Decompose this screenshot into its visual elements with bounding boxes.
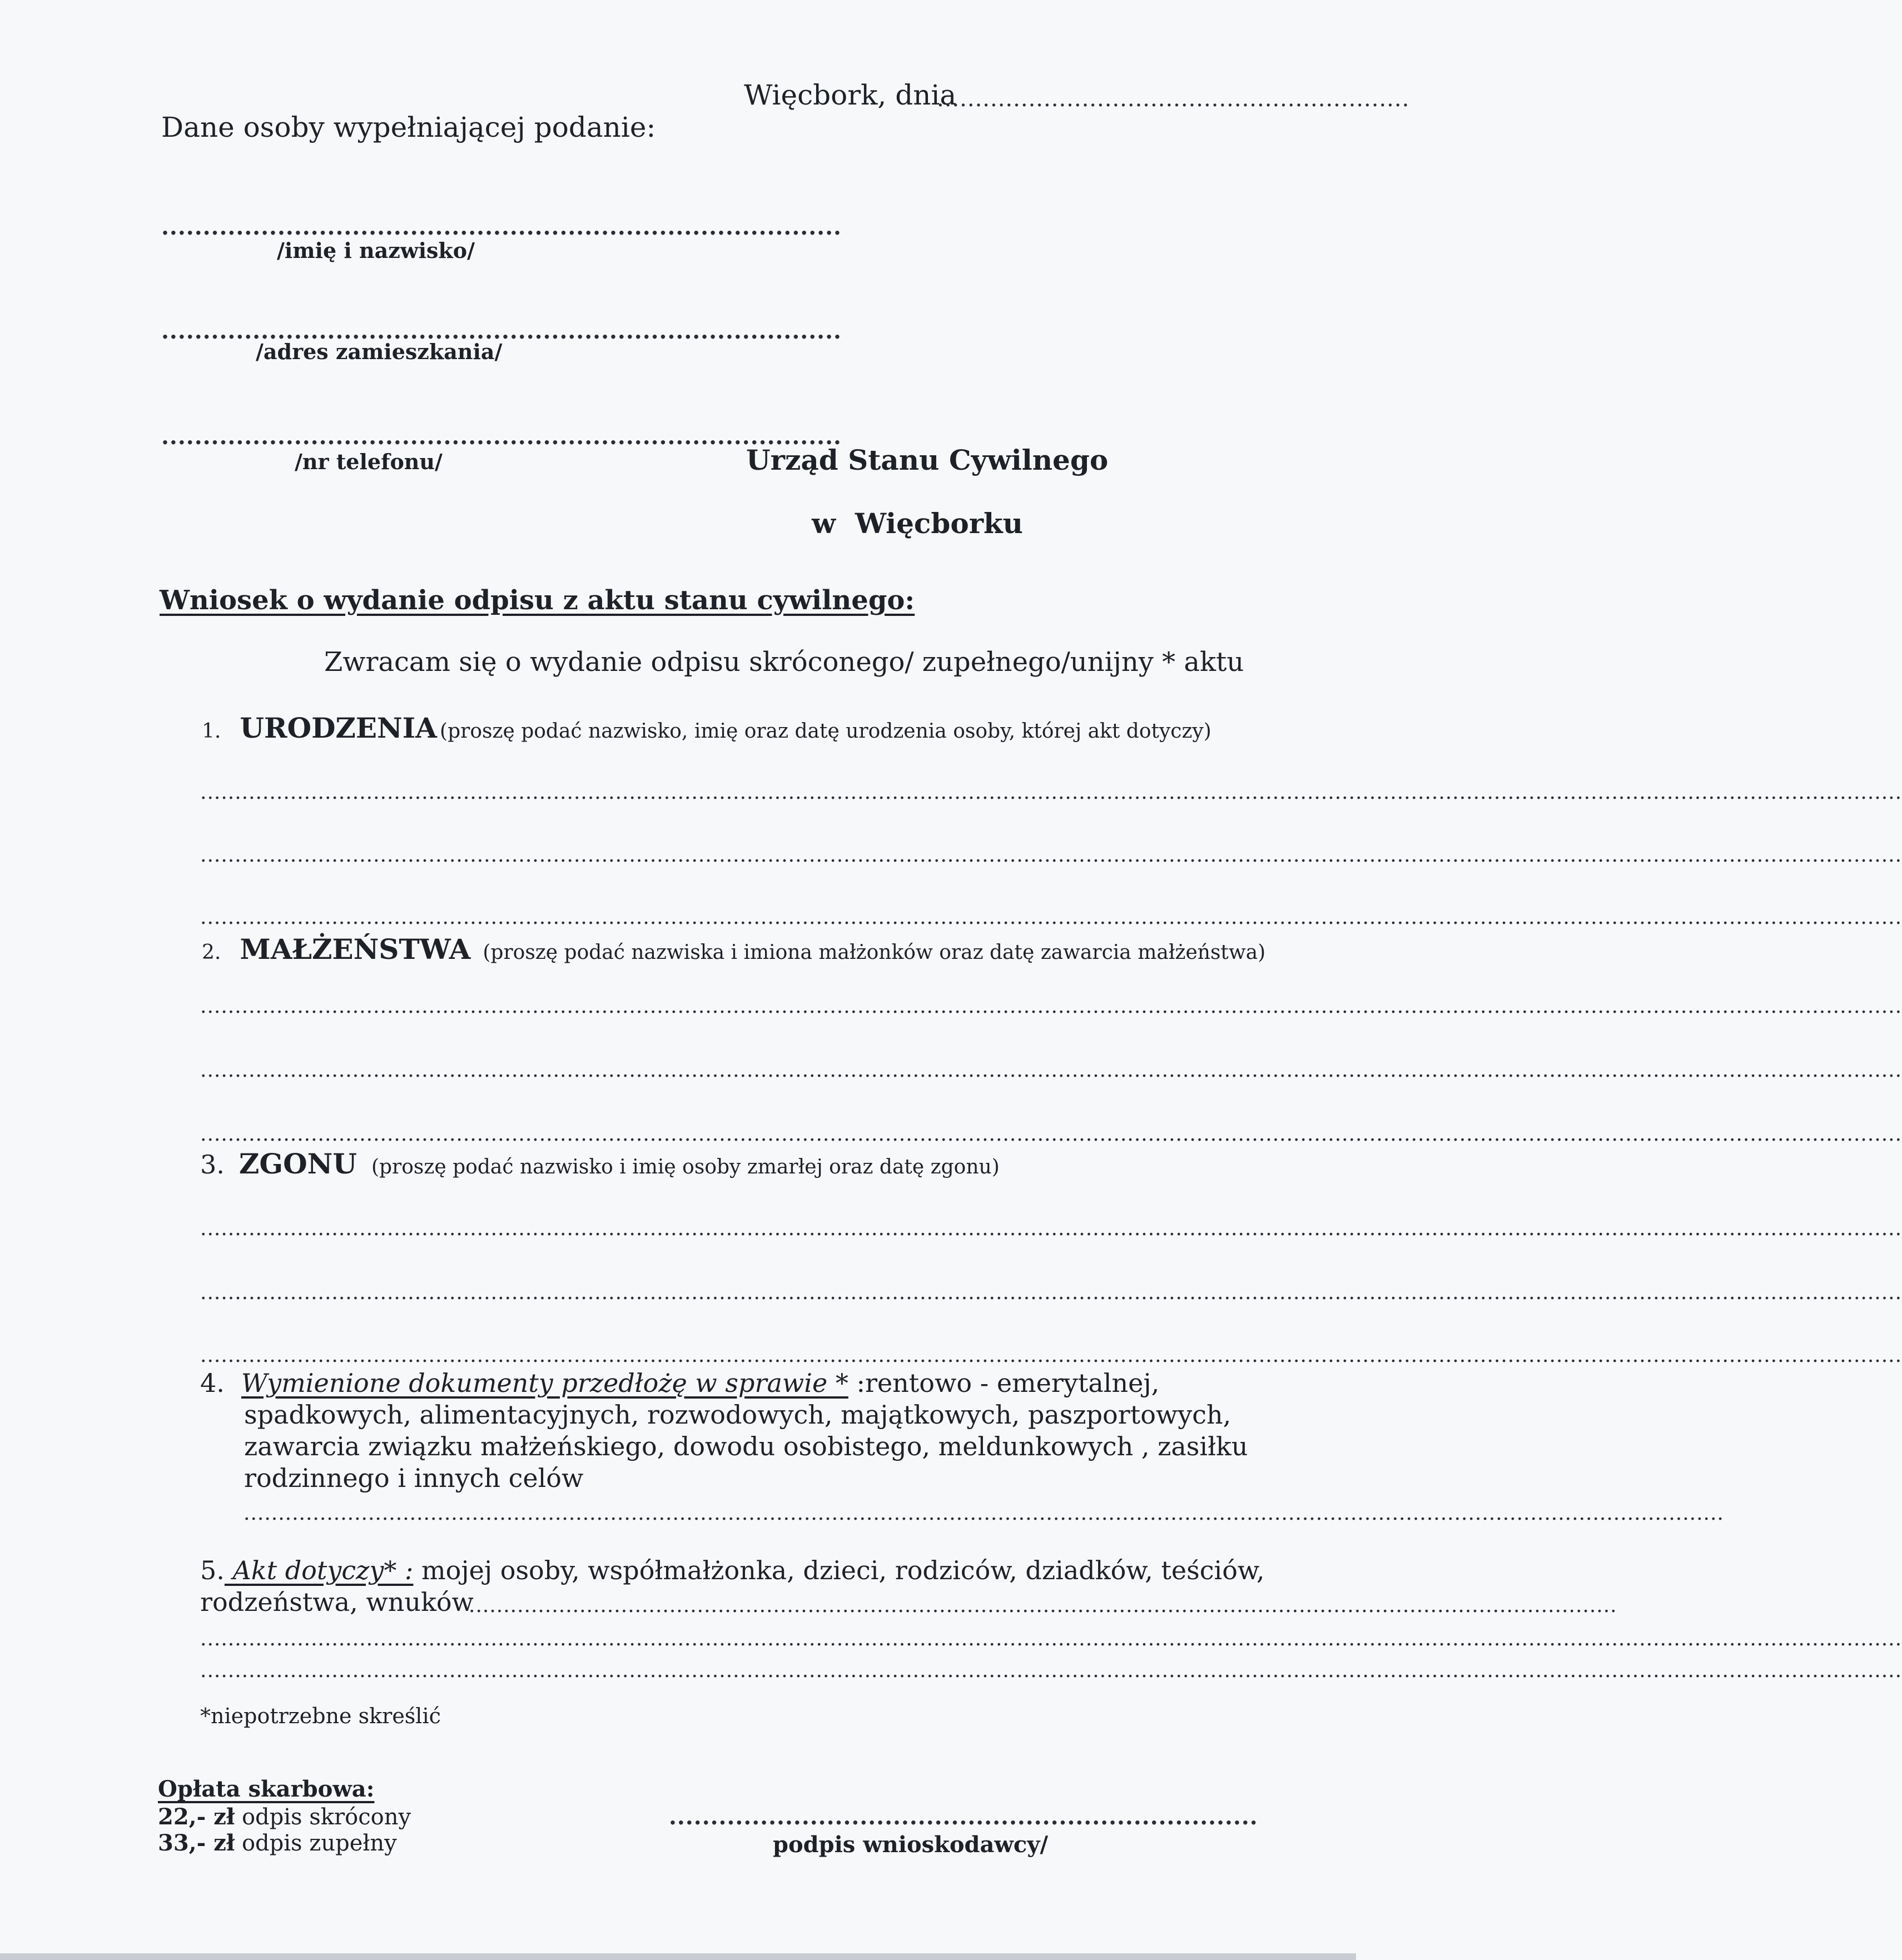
office-location: w Więcborku [812, 507, 1024, 540]
section-4-other-field[interactable]: ...................................................................................................................................................................................................................... [244, 1502, 1724, 1525]
section-1-title: URODZENIA [240, 712, 437, 744]
section-1-line-3[interactable]: ...................................................................................................................................................................................................................................................... [200, 906, 1902, 929]
section-3-title: ZGONU [239, 1147, 357, 1180]
fee-amount-full: 33,- zł [158, 1830, 235, 1856]
fee-desc-short: odpis skrócony [235, 1804, 411, 1830]
fee-row-full [158, 1830, 397, 1856]
signature-field[interactable]: ....................................................................... [669, 1804, 1258, 1830]
section-3-line-2[interactable]: ...................................................................................................................................................................................................................................................... [200, 1281, 1902, 1304]
phone-field-label: /nr telefonu/ [295, 449, 443, 474]
section-5-line-1: mojej osoby, współmałżonka, dzieci, rodziców, dziadków, teściów, [413, 1555, 1265, 1585]
section-1-line-2[interactable]: ...................................................................................................................................................................................................................................................... [200, 844, 1902, 867]
applicant-section-title: Dane osoby wypełniającej podanie: [161, 111, 656, 143]
section-4-line-1: :rentowo - emerytalnej, [848, 1368, 1160, 1398]
section-2-line-3[interactable]: ...................................................................................................................................................................................................................................................... [200, 1123, 1902, 1146]
address-field[interactable]: .................................................................................. [161, 318, 842, 344]
date-field[interactable]: .............................................................. [937, 86, 1410, 112]
section-5-line-2-field[interactable]: ...................................................................................................................................................................................................................................................... [200, 1659, 1902, 1682]
intro-text: Zwracam się o wydanie odpisu skróconego/ zupełnego/unijny * aktu [324, 646, 1244, 678]
section-1 [202, 712, 1211, 744]
name-field[interactable]: .................................................................................. [161, 214, 842, 240]
office-name: Urząd Stanu Cywilnego [746, 444, 1109, 476]
section-4-number: 4. [200, 1368, 225, 1398]
address-field-label: /adres zamieszkania/ [256, 339, 503, 364]
section-2-title: MAŁŻEŃSTWA [240, 933, 471, 966]
fee-desc-full: odpis zupełny [235, 1830, 397, 1856]
section-3-number: 3. [200, 1150, 225, 1180]
section-5-line-1-field[interactable]: ...................................................................................................................................................................................................................................................... [200, 1628, 1902, 1650]
section-4-line-3: zawarcia związku małżeńskiego, dowodu osobistego, meldunkowych , zasiłku [244, 1431, 1248, 1461]
fee-title: Opłata skarbowa: [158, 1776, 375, 1802]
section-2-number: 2. [202, 941, 221, 964]
section-5-number: 5. [200, 1555, 225, 1585]
signature-label: podpis wnioskodawcy/ [773, 1832, 1049, 1858]
section-1-number: 1. [202, 720, 221, 743]
section-5-line-2: rodzeństwa, wnuków [200, 1587, 474, 1617]
section-3 [200, 1147, 1000, 1180]
section-4-purpose-label: Wymienione dokumenty przedłożę w sprawie * [241, 1368, 848, 1398]
name-field-label: /imię i nazwisko/ [277, 238, 475, 263]
section-4-line-2: spadkowych, alimentacyjnych, rozwodowych, majątkowych, paszportowych, [244, 1400, 1231, 1430]
footnote: *niepotrzebne skreślić [200, 1704, 441, 1728]
section-5-inline-field[interactable]: ...................................................................................................................................................................... [469, 1594, 1617, 1617]
place-date-label: Więcbork, dnia [744, 79, 957, 111]
section-1-line-1[interactable]: ...................................................................................................................................................................................................................................................... [200, 781, 1902, 804]
section-4 [200, 1367, 1248, 1494]
phone-field[interactable]: .................................................................................. [161, 424, 842, 450]
fee-amount-short: 22,- zł [158, 1804, 235, 1830]
section-2-line-2[interactable]: ...................................................................................................................................................................................................................................................... [200, 1059, 1902, 1082]
form-title: Wniosek o wydanie odpisu z aktu stanu cywilnego: [160, 585, 915, 616]
section-3-line-1[interactable]: ...................................................................................................................................................................................................................................................... [200, 1217, 1902, 1240]
section-3-hint: (proszę podać nazwisko i imię osoby zmarłej oraz datę zgonu) [371, 1156, 1000, 1178]
section-2-hint: (proszę podać nazwiska i imiona małżonków oraz datę zawarcia małżeństwa) [483, 941, 1266, 964]
section-5-concerns-label: Akt dotyczy* : [224, 1555, 414, 1585]
section-1-hint: (proszę podać nazwisko, imię oraz datę urodzenia osoby, której akt dotyczy) [440, 720, 1211, 743]
section-2 [202, 933, 1265, 966]
fee-row-short [158, 1804, 411, 1830]
section-4-line-4: rodzinnego i innych celów [244, 1463, 584, 1493]
scan-bottom-edge [0, 1953, 1356, 1960]
section-2-line-1[interactable]: ...................................................................................................................................................................................................................................................... [200, 995, 1902, 1018]
section-3-line-3[interactable]: ...................................................................................................................................................................................................................................................... [200, 1344, 1902, 1367]
